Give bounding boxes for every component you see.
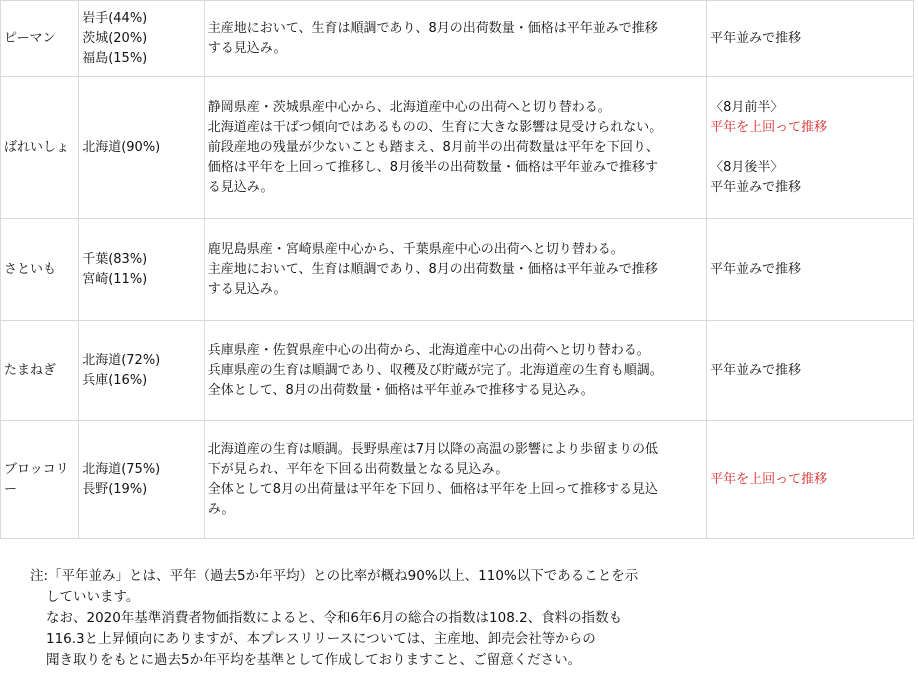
trend-period-label: 〈8月前半〉 [710,99,784,115]
description-line: 主産地において、生育は順調であり、8月の出荷数量・価格は平年並みで推移 [207,261,658,277]
situation-description [204,219,706,321]
trend-value: 平年並みで推移 [710,179,802,195]
price-trend: 平年を上回って推移 [707,421,914,539]
production-areas [79,421,205,539]
description-line: する見込み。 [207,281,287,297]
vegetable-name [1,421,79,539]
price-trend: 平年並みで推移 [707,219,914,321]
table-row [1,219,914,321]
table-row [1,77,914,219]
price-trend: 平年並みで推移 [707,321,914,421]
price-trend [707,77,914,219]
description-line: 北海道産は干ばつ傾向ではあるものの、生育に大きな影響は見受けられない。 [207,119,663,135]
description-line: 鹿児島県産・宮崎県産中心から、千葉県産中心の出荷へと切り替わる。 [207,241,624,257]
footnote-line: 116.3と上昇傾向にありますが、本プレスリリースについては、主産地、卸売会社等からの [46,631,596,647]
description-line: 北海道産の生育は順調。長野県産は7月以降の高温の影響により歩留まりの低 [207,441,659,457]
description-line: み。 [207,501,235,517]
situation-description [204,1,706,77]
area-item: 長野(19%) [82,481,148,497]
area-item: 兵庫(16%) [82,372,148,388]
area-item: 北海道(75%) [82,461,161,477]
vegetable-name: ピーマン [1,1,79,77]
footnote-line: していいます。 [46,589,140,605]
area-item: 福島(15%) [82,50,148,66]
area-item: 千葉(83%) [82,251,148,267]
price-trend: 平年並みで推移 [707,1,914,77]
area-item: 宮崎(11%) [82,271,148,287]
situation-description [204,421,706,539]
situation-description [204,77,706,219]
area-item: 岩手(44%) [82,10,148,26]
footnote-line: 注:「平年並み」とは、平年（過去5か年平均）との比率が概ね90%以上、110%以下であることを示 [30,568,639,584]
description-line: 全体として8月の出荷量は平年を下回り、価格は平年を上回って推移する見込 [207,481,659,497]
description-line: 前段産地の残量が少ないことも踏まえ、8月前半の出荷数量は平年を下回り、 [207,139,659,155]
vegetable-name-line: ー [4,481,18,497]
vegetable-name: ばれいしょ [1,77,79,219]
description-line: 下が見られ、平年を下回る出荷数量となる見込み。 [207,461,509,477]
description-line: 兵庫県産・佐賀県産中心の出荷から、北海道産中心の出荷へと切り替わる。 [207,342,650,358]
table-row [1,421,914,539]
footnote-line: なお、2020年基準消費者物価指数によると、令和6年6月の総合の指数は108.2、食料の指数も [46,610,623,626]
footnote [30,566,910,671]
production-areas [79,219,205,321]
table-row [1,1,914,77]
vegetable-name: たまねぎ [1,321,79,421]
area-item: 北海道(90%) [82,139,161,155]
area-item: 北海道(72%) [82,352,161,368]
description-line: 静岡県産・茨城県産中心から、北海道産中心の出荷へと切り替わる。 [207,99,611,115]
trend-value-highlight: 平年を上回って推移 [710,119,828,135]
footnote-line: 聞き取りをもとに過去5か年平均を基準として作成しておりますこと、ご留意ください。 [46,652,582,668]
situation-description [204,321,706,421]
vegetable-name-line: ブロッコリ [4,461,69,477]
table-row [1,321,914,421]
production-areas [79,321,205,421]
vegetable-name: さといも [1,219,79,321]
area-item: 茨城(20%) [82,30,148,46]
production-areas [79,1,205,77]
trend-period-label: 〈8月後半〉 [710,159,784,175]
description-line: する見込み。 [207,40,287,56]
description-line: 兵庫県産の生育は順調であり、収穫及び貯蔵が完了。北海道産の生育も順調。 [207,362,663,378]
description-line: る見込み。 [207,179,274,195]
description-line: 主産地において、生育は順調であり、8月の出荷数量・価格は平年並みで推移 [207,20,658,36]
description-line: 全体として、8月の出荷数量・価格は平年並みで推移する見込み。 [207,382,594,398]
description-line: 価格は平年を上回って推移し、8月後半の出荷数量・価格は平年並みで推移す [207,159,659,175]
production-areas [79,77,205,219]
